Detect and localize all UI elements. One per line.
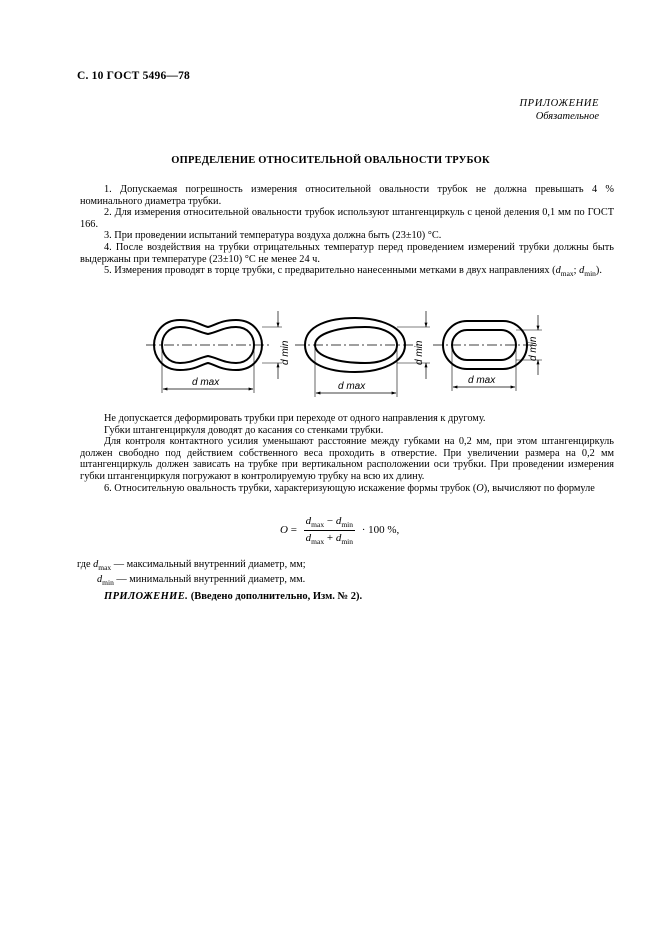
legend-dmax: где $d_{max}$ — максимальный внутренний диаметр, мм;: [77, 559, 306, 573]
appendix-label: [520, 97, 600, 123]
formula-numerator: $d_{max} - d_{min}$: [305, 515, 353, 530]
paragraph-contact-force: Для контроля контактного усилия уменьшают расстояние между губками на 0,2 мм, при этом штангенциркуль должен свободно под действием собственного веса проходить в отверстие. При увеличении размера на 0,2 мм штангенциркуль должен зависать на трубке при вертикальном расположении оси трубки. При проведении измерения губки штангенциркуля погружают в контролируемую трубку на всю их длину.: [80, 436, 614, 482]
paragraph-1: 1. Допускаемая погрешность измерения относительной овальности трубок не должна превышать 4 % номинального диаметра трубки.: [80, 184, 614, 207]
paragraph-3: 3. При проведении испытаний температура воздуха должна быть (23±10) °С.: [104, 230, 442, 242]
numbered-paragraphs: [80, 184, 614, 280]
ovality-formula: О = $\frac{d_{max} - d_{min}}{d_{max} + d_{min}}$ · 100 %,: [280, 515, 400, 547]
formula-fraction: [304, 515, 355, 546]
fig2-dmin-label: d min: [414, 340, 425, 365]
paragraph-6: 6. Относительную овальность трубки, характеризующую искажение формы трубок (О), вычисляют по формуле: [104, 482, 595, 494]
paragraphs-after-figure: [80, 413, 614, 494]
paragraph-4: 4. После воздействия на трубки отрицательных температур перед проведением измерений трубки должны быть выдержаны при температуре (23±10) °С не менее 24 ч.: [80, 241, 614, 265]
paragraph-5: 5. Измерения проводят в торце трубки, с предварительно нанесенными метками в двух направлениях ($d_{max}$; $d_{min}$).: [104, 265, 602, 279]
paragraph-2: 2. Для измерения относительной овальности трубок используют штангенциркуль с ценой деления 0,1 мм по ГОСТ 166.: [80, 207, 614, 230]
appendix-title: ПРИЛОЖЕНИЕ: [519, 98, 599, 109]
paragraph-deform: Не допускается деформировать трубки при переходе от одного направления к другому.: [104, 413, 486, 424]
appendix-status: Обязательное: [535, 111, 599, 122]
paragraph-jaws: Губки штангенциркуля доводят до касания со стенками трубки.: [104, 424, 384, 436]
formula-lhs: О: [280, 524, 288, 537]
amendment-note: ПРИЛОЖЕНИЕ. (Введено дополнительно, Изм. № 2).: [104, 591, 363, 602]
formula-multiplier: · 100 %,: [358, 524, 400, 537]
page-header: С. 10 ГОСТ 5496—78: [77, 70, 190, 82]
legend-dmin: $d_{min}$ — минимальный внутренний диаметр, мм.: [97, 573, 306, 587]
fig1-dmax-label: d max: [192, 377, 220, 388]
fig3-dmin-label: d min: [528, 336, 539, 361]
fig2-dmax-label: d max: [338, 381, 366, 392]
section-title: ОПРЕДЕЛЕНИЕ ОТНОСИТЕЛЬНОЙ ОВАЛЬНОСТИ ТРУБОК: [171, 155, 490, 166]
fig1-dmin-label: d min: [280, 340, 291, 365]
tube-cross-section-figure: [140, 305, 550, 410]
formula-legend: [77, 559, 306, 588]
formula-denominator: $d_{max} + d_{min}$: [305, 532, 353, 547]
fig3-dmax-label: d max: [468, 375, 496, 386]
